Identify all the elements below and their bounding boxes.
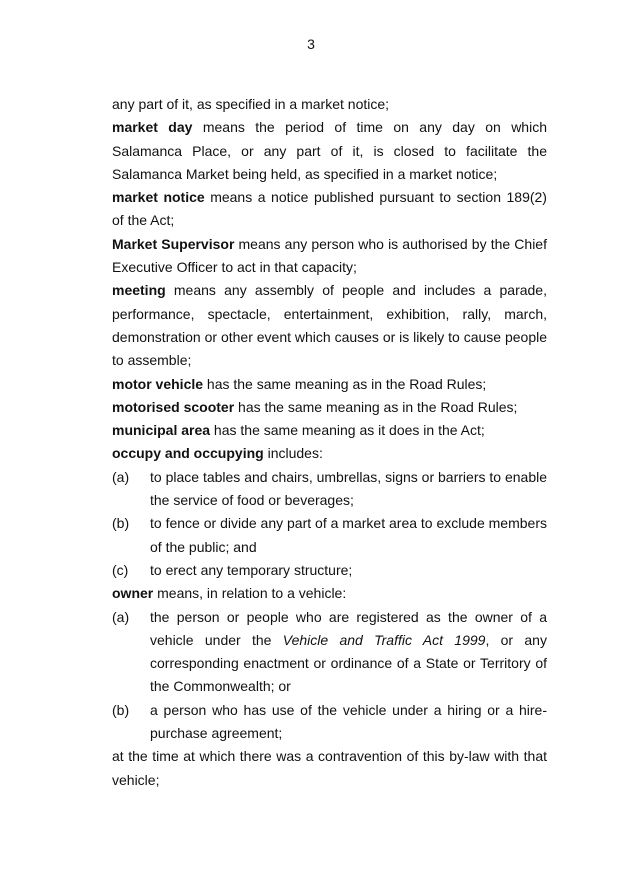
definition-motor-vehicle — [112, 373, 547, 396]
term: motor vehicle — [112, 375, 204, 392]
term: market notice — [112, 189, 205, 206]
definition-text: means any assembly of people and includes a parade, performance, spectacle, entertainment, exhibition, rally, march, demonstration or other event which causes or is likely to cause people to assemble; — [112, 282, 548, 369]
definition-municipal-area — [112, 419, 547, 442]
definition-continuation: any part of it, as specified in a market notice; — [112, 96, 390, 112]
definition-text: has the same meaning as in the Road Rules; — [234, 398, 518, 415]
definition-owner — [112, 582, 547, 605]
item-text: to place tables and chairs, umbrellas, signs or barriers to enable the service of food or beverages; — [150, 468, 547, 509]
item-text — [150, 606, 547, 699]
item-label: (b) — [112, 701, 130, 718]
term: Market Supervisor — [112, 235, 235, 252]
item-label: (a) — [112, 468, 130, 485]
page-number: 3 — [307, 36, 315, 52]
item-label: (a) — [112, 608, 130, 625]
definition-text: includes: — [263, 445, 323, 462]
term: occupy and occupying — [112, 445, 264, 462]
item-text: a person who has use of the vehicle under a hiring or a hire-purchase agreement; — [150, 701, 547, 742]
definition-market-notice — [112, 186, 547, 233]
item-text-before: the person or people who are registered as the owner of a vehicle under the — [150, 608, 547, 648]
definition-text: means any person who is authorised by the Chief Executive Officer to act in that capacity; — [112, 235, 547, 276]
definition-text: has the same meaning as it does in the Act; — [210, 422, 485, 439]
definition-text: means, in relation to a vehicle: — [153, 585, 347, 602]
item-text: to erect any temporary structure; — [150, 561, 353, 578]
act-title: Vehicle and Traffic Act 1999 — [282, 631, 486, 648]
list-item — [112, 559, 547, 582]
item-text: to fence or divide any part of a market area to exclude members of the public; and — [150, 515, 547, 555]
list-item — [112, 699, 547, 746]
list-item — [112, 606, 547, 699]
definition-meeting — [112, 279, 547, 372]
list-item — [112, 512, 547, 559]
term: motorised scooter — [112, 398, 235, 415]
term: meeting — [112, 282, 166, 299]
document-body — [112, 93, 547, 792]
definition-text: has the same meaning as in the Road Rules; — [203, 375, 487, 392]
item-text-after: , or any corresponding enactment or ordinance of a State or Territory of the Commonwealth; or — [150, 631, 547, 695]
item-label: (c) — [112, 561, 129, 578]
definition-owner-closing: at the time at which there was a contravention of this by-law with that vehicle; — [112, 748, 547, 788]
term: market day — [112, 119, 193, 136]
term: municipal area — [112, 422, 211, 439]
term: owner — [112, 585, 154, 602]
definition-text: means a notice published pursuant to section 189(2) of the Act; — [112, 189, 547, 229]
definition-market-day — [112, 116, 547, 186]
definition-occupy — [112, 442, 547, 465]
item-label: (b) — [112, 515, 130, 532]
definition-market-supervisor — [112, 233, 547, 280]
list-item — [112, 466, 547, 513]
definition-text: means the period of time on any day on which Salamanca Place, or any part of it, is closed to facilitate the Salamanca Market being held, as specified in a market notice; — [112, 119, 547, 182]
definition-motorised-scooter — [112, 396, 547, 419]
